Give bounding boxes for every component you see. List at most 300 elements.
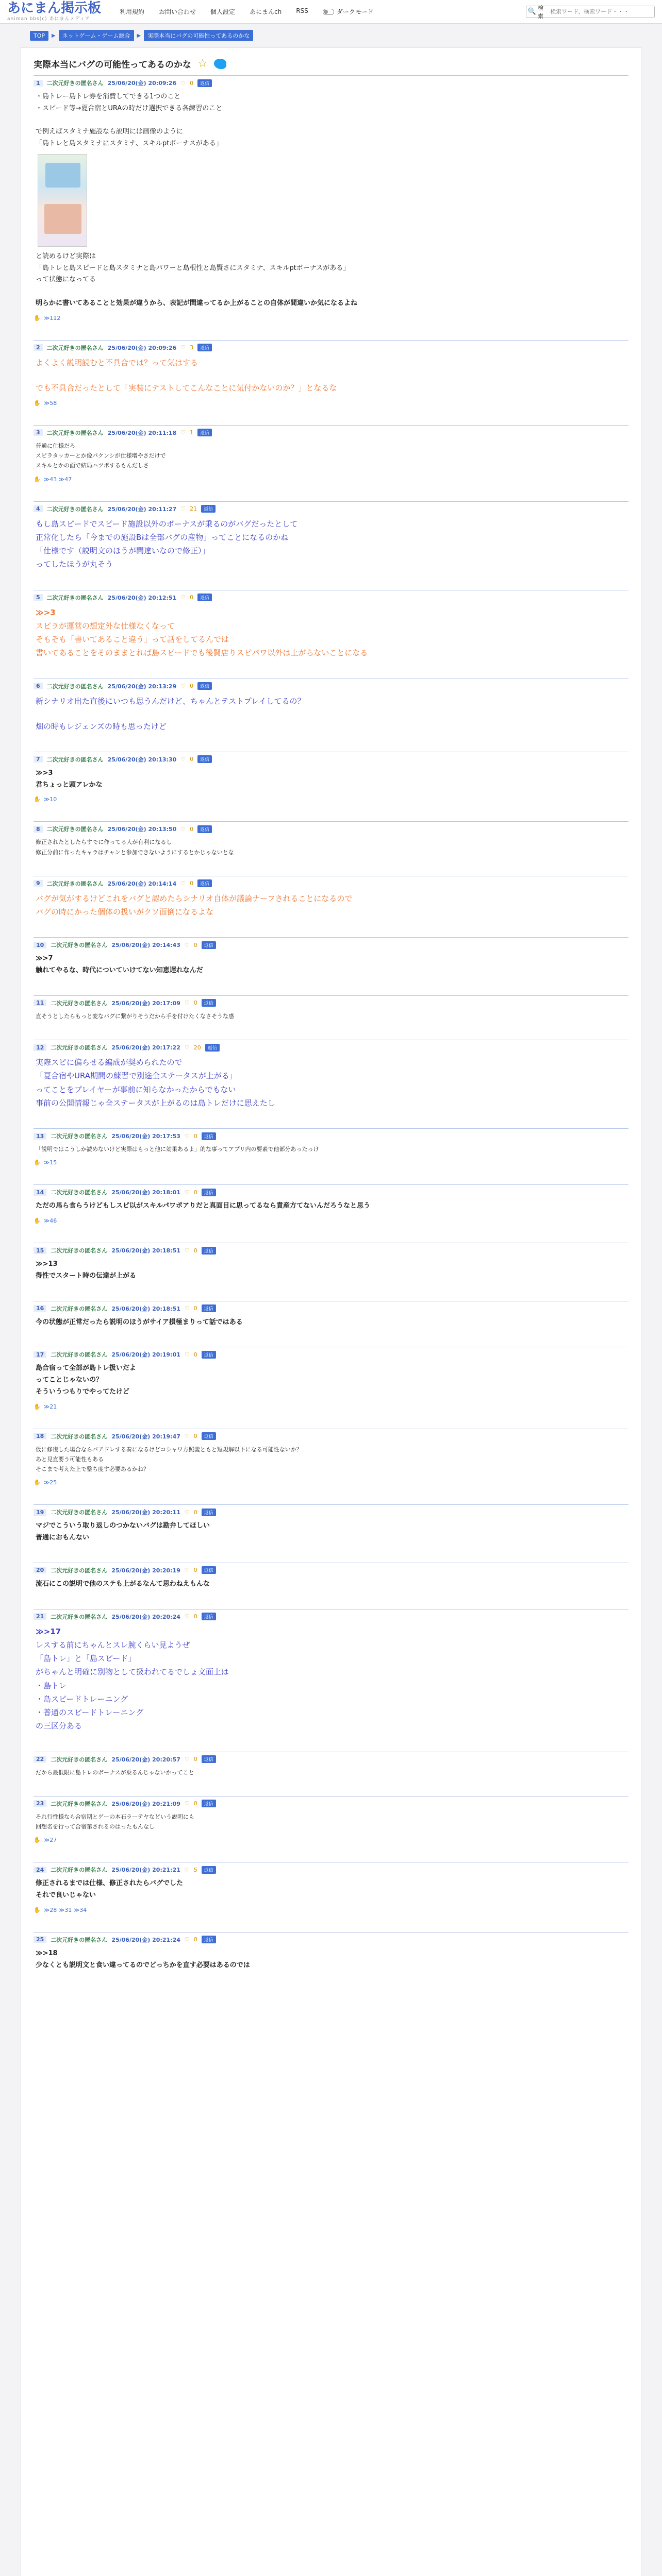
- post-text-line: がちゃんと明確に別物として扱われてるでしょ文面上は: [36, 1667, 229, 1677]
- like-count: 0: [193, 1936, 197, 1943]
- post-author: 二次元好きの匿名さん: [51, 1567, 108, 1574]
- search-input[interactable]: [550, 8, 654, 15]
- post-date: 25/06/20(金) 20:13:50: [107, 826, 177, 833]
- like-count: 0: [193, 1800, 197, 1807]
- top-nav: [120, 7, 308, 16]
- post-meta: [34, 344, 628, 352]
- post-text-line: 修正されるまでは仕様、修正されたらバグでした: [36, 1879, 184, 1888]
- post-body: [34, 1259, 628, 1282]
- reply-button[interactable]: 返信: [202, 1351, 216, 1359]
- post-text-line: スピラが運営の想定外な仕様なくなって: [36, 621, 175, 631]
- post: [34, 1862, 628, 1921]
- post-date: 25/06/20(金) 20:19:47: [111, 1433, 180, 1440]
- post-text-line: 仮に修復した場合ならバアドレする奏になるけどコシャワ方照義ともと短規解以下になる可能性ないか？: [36, 1446, 302, 1453]
- post-number[interactable]: 12: [34, 1044, 46, 1051]
- reaction-icon[interactable]: ✋: [34, 476, 41, 483]
- reply-links[interactable]: ≫58: [43, 399, 57, 406]
- post-number[interactable]: 22: [34, 1756, 46, 1762]
- reply-button[interactable]: 返信: [197, 79, 212, 87]
- post-body: [34, 606, 628, 660]
- post-text-line: ≫>3: [36, 769, 53, 777]
- search-button[interactable]: 検索: [538, 4, 544, 20]
- post-date: 25/06/20(金) 20:11:27: [107, 505, 177, 513]
- post: [34, 1429, 628, 1494]
- like-count: 0: [193, 999, 197, 1007]
- thread-title-row: [34, 57, 628, 70]
- like-icon[interactable]: ♡: [184, 1247, 190, 1254]
- post-text-line: ・スピード等→夏合宿とURAの時だけ選択できる各練習のこと: [36, 104, 223, 112]
- reply-button[interactable]: 返信: [202, 1866, 216, 1874]
- reply-button[interactable]: 返信: [197, 825, 212, 833]
- breadcrumb-thread[interactable]: 実際本当にバグの可能性ってあるのかな: [144, 30, 253, 41]
- like-icon[interactable]: ♡: [180, 429, 186, 436]
- nav-settings[interactable]: 個人設定: [210, 8, 236, 15]
- like-count: 0: [190, 683, 194, 689]
- like-count: 0: [193, 1247, 197, 1254]
- post-number[interactable]: 10: [34, 942, 46, 948]
- post-date: 25/06/20(金) 20:18:01: [111, 1189, 180, 1196]
- post-text-line: 書いてあることをそのままとれば島スピードでも後賢店りスピパワ以外は上がらないことになる: [36, 648, 368, 658]
- thread-title: 実際本当にバグの可能性ってあるのかな: [34, 60, 191, 70]
- reply-button[interactable]: 返信: [205, 1044, 220, 1052]
- post: [34, 679, 628, 740]
- post-author: 二次元好きの匿名さん: [46, 683, 104, 690]
- reply-links[interactable]: ≫46: [43, 1217, 57, 1224]
- post-text-line: そこまで考えた上で整ち度す必要あるかね？: [36, 1466, 149, 1472]
- reply-links[interactable]: ≫25: [43, 1479, 57, 1486]
- post-number[interactable]: 1: [34, 80, 43, 87]
- like-icon[interactable]: ♡: [180, 79, 186, 87]
- post-footer: [34, 1403, 628, 1410]
- post-meta: [34, 1755, 628, 1764]
- post: [34, 1752, 628, 1785]
- reply-links[interactable]: ≫21: [43, 1403, 57, 1410]
- like-count: 0: [193, 1132, 197, 1140]
- like-count: 21: [190, 505, 197, 512]
- nav-animanch[interactable]: あにまんch: [250, 8, 282, 15]
- like-icon[interactable]: ♡: [184, 1189, 190, 1196]
- thread-container: [21, 47, 641, 2576]
- post-author: 二次元好きの匿名さん: [51, 999, 108, 1007]
- post-author: 二次元好きの匿名さん: [51, 1189, 108, 1196]
- reaction-icon[interactable]: ✋: [34, 314, 41, 321]
- post-text-line: 「仕様です（説明文のほうが間違いなので修正）」: [36, 546, 210, 555]
- post-number[interactable]: 4: [34, 505, 43, 512]
- like-icon[interactable]: ♡: [180, 880, 186, 887]
- post: [34, 1128, 628, 1173]
- reply-button[interactable]: 返信: [197, 429, 212, 436]
- post-meta: [34, 879, 628, 888]
- post-author: 二次元好きの匿名さん: [51, 1509, 108, 1516]
- post-text-line: 少なくとも説明文と食い違ってるのでどっちかを直す必要はあるのでは: [36, 1961, 250, 1969]
- reply-button[interactable]: 返信: [202, 1566, 216, 1574]
- logo-text[interactable]: あにまん掲示板: [7, 1, 102, 16]
- like-icon[interactable]: ♡: [184, 1433, 190, 1439]
- post-date: 25/06/20(金) 20:21:09: [111, 1800, 180, 1807]
- reply-links[interactable]: ≫112: [43, 314, 61, 321]
- post-author: 二次元好きの匿名さん: [51, 1044, 108, 1051]
- post-body: [34, 91, 628, 310]
- post: [34, 1040, 628, 1117]
- reply-button[interactable]: 返信: [202, 1132, 216, 1140]
- post-author: 二次元好きの匿名さん: [46, 756, 104, 763]
- post-footer: [34, 1159, 628, 1166]
- like-icon[interactable]: ♡: [184, 1800, 190, 1807]
- post-number[interactable]: 7: [34, 756, 43, 762]
- post: [34, 995, 628, 1028]
- reply-button[interactable]: 返信: [202, 1800, 216, 1807]
- like-icon[interactable]: ♡: [184, 1567, 190, 1574]
- post-text-line: 修正分前に作ったキャラはチャンと参加できないようにするとかじゃないとな: [36, 849, 234, 856]
- post-footer: [34, 1479, 628, 1486]
- reply-links[interactable]: ≫15: [43, 1159, 57, 1166]
- post-body: [34, 1144, 628, 1154]
- post-date: 25/06/20(金) 20:20:11: [111, 1509, 180, 1516]
- post-body: [34, 1056, 628, 1110]
- reply-button[interactable]: 返信: [202, 1936, 216, 1943]
- like-icon[interactable]: ♡: [184, 1509, 190, 1516]
- reaction-icon[interactable]: ✋: [34, 1217, 41, 1224]
- post-text-line: バグの時にかった個体の扱いがクソ面倒になるよな: [36, 907, 214, 917]
- like-icon[interactable]: ♡: [184, 941, 190, 948]
- post-date: 25/06/20(金) 20:21:21: [111, 1867, 180, 1874]
- breadcrumb-category[interactable]: ネットゲーム・ゲーム総合: [59, 30, 134, 41]
- post-date: 25/06/20(金) 20:18:51: [111, 1305, 180, 1312]
- like-icon[interactable]: ♡: [184, 1866, 190, 1873]
- post-meta: [34, 1246, 628, 1255]
- post-text-line: 「島トレ」と「島スピード」: [36, 1654, 136, 1663]
- post-body: [34, 694, 628, 733]
- like-count: 0: [190, 825, 194, 833]
- post-number[interactable]: 2: [34, 344, 43, 351]
- post: [34, 1504, 628, 1551]
- post-meta: [34, 1043, 628, 1052]
- post-author: 二次元好きの匿名さん: [51, 1613, 108, 1620]
- post-number[interactable]: 14: [34, 1189, 46, 1196]
- post-text-line: 畑の時もレジェンズの時も思ったけど: [36, 721, 167, 731]
- post-number[interactable]: 18: [34, 1433, 46, 1439]
- post-text-line: 島合宿って全部が島トレ扱いだよ: [36, 1364, 137, 1372]
- post-number[interactable]: 16: [34, 1305, 46, 1312]
- post-text-line: 君ちょっと頭アレかな: [36, 781, 103, 789]
- post-number[interactable]: 13: [34, 1133, 46, 1140]
- post-number[interactable]: 5: [34, 594, 43, 601]
- post-text-line: 「説明ではこうしか読めないけど実際はもっと他に効果あるよ」的な事ってアプリ内の要素で他部分あったっけ: [36, 1146, 319, 1153]
- like-icon[interactable]: ♡: [180, 594, 186, 601]
- post-meta: [34, 1936, 628, 1944]
- post-text-line: あと見直要う可能性もある: [36, 1455, 104, 1463]
- post-text-line: マジでこういう取り返しのつかないバグは勘弁してほしい: [36, 1522, 210, 1530]
- post-number[interactable]: 25: [34, 1936, 46, 1943]
- site-logo[interactable]: [7, 2, 101, 22]
- post-author: 二次元好きの匿名さん: [51, 1133, 108, 1140]
- post-footer: [34, 1837, 628, 1843]
- post: [34, 752, 628, 810]
- search-icon[interactable]: 🔍: [527, 8, 537, 15]
- reply-links[interactable]: ≫43 ≫47: [43, 476, 72, 483]
- like-icon[interactable]: ♡: [180, 344, 186, 351]
- post-date: 25/06/20(金) 20:17:22: [111, 1044, 180, 1051]
- like-icon[interactable]: ♡: [180, 683, 186, 689]
- post-meta: [34, 1566, 628, 1574]
- post-body: [34, 1878, 628, 1902]
- like-count: 0: [193, 1509, 197, 1516]
- post: [34, 1609, 628, 1740]
- reaction-icon[interactable]: ✋: [34, 796, 41, 803]
- post-body: [34, 441, 628, 471]
- post-author: 二次元好きの匿名さん: [46, 880, 104, 887]
- like-count: 0: [193, 1756, 197, 1762]
- reaction-icon[interactable]: ✋: [34, 399, 41, 406]
- like-icon[interactable]: ♡: [184, 999, 190, 1007]
- nav-rss[interactable]: RSS: [296, 7, 308, 14]
- nav-contact[interactable]: お問い合わせ: [159, 8, 196, 15]
- post-date: 25/06/20(金) 20:13:30: [107, 756, 177, 763]
- post-number[interactable]: 20: [34, 1567, 46, 1573]
- like-count: 0: [193, 1433, 197, 1439]
- post-date: 25/06/20(金) 20:11:18: [107, 429, 177, 436]
- post-body: [34, 1011, 628, 1021]
- post-number[interactable]: 11: [34, 999, 46, 1006]
- reply-button[interactable]: 返信: [202, 999, 216, 1007]
- post-meta: [34, 1866, 628, 1874]
- post-date: 25/06/20(金) 20:12:51: [107, 594, 177, 601]
- reply-button[interactable]: 返信: [201, 505, 216, 513]
- reply-button[interactable]: 返信: [197, 682, 212, 690]
- reaction-icon[interactable]: ✋: [34, 1906, 41, 1913]
- reply-button[interactable]: 返信: [197, 594, 212, 601]
- like-icon[interactable]: ♡: [184, 1305, 190, 1312]
- post-text-line: ≫>17: [36, 1626, 61, 1636]
- post: [34, 1243, 628, 1290]
- post-meta: [34, 79, 628, 87]
- post-text-line: 実際スピに偏らせる編成が奨められたので: [36, 1058, 183, 1067]
- twitter-share-icon[interactable]: [214, 59, 226, 69]
- post-meta: [34, 1432, 628, 1440]
- post-footer: [34, 796, 628, 803]
- reaction-icon[interactable]: ✋: [34, 1159, 41, 1166]
- post-number[interactable]: 17: [34, 1351, 46, 1358]
- reply-button[interactable]: 返信: [202, 1189, 216, 1196]
- post-body: [34, 1317, 628, 1329]
- post-text-line: [36, 369, 628, 381]
- like-count: 0: [190, 756, 194, 763]
- post: [34, 937, 628, 984]
- reply-button[interactable]: 返信: [197, 344, 212, 351]
- post-body: [34, 1520, 628, 1544]
- post-text-line: ・普通のスピードトレーニング: [36, 1708, 144, 1717]
- post-text-line: ≫>18: [36, 1949, 58, 1957]
- post-body: [34, 892, 628, 919]
- post-date: 25/06/20(金) 20:20:24: [111, 1613, 180, 1620]
- post-text-line: 流石にこの説明で他のステも上がるなんて思わねえもんな: [36, 1580, 210, 1588]
- like-count: 0: [193, 1567, 197, 1574]
- reply-button[interactable]: 返信: [202, 1613, 216, 1620]
- post-text-line: スピラタッカーとか像パクンシが仕様増やさだけで: [36, 452, 166, 459]
- like-count: 3: [190, 344, 194, 351]
- post-number[interactable]: 6: [34, 683, 43, 689]
- post-meta: [34, 941, 628, 949]
- post-author: 二次元好きの匿名さん: [51, 1800, 108, 1807]
- post-body: [34, 356, 628, 395]
- post: [34, 1184, 628, 1231]
- toggle-switch-icon[interactable]: [323, 9, 334, 15]
- star-icon[interactable]: ☆: [197, 57, 208, 70]
- post-text-line: だから最低限に島トレのボーナスが乗るんじゃないかってこと: [36, 1769, 194, 1776]
- chevron-right-icon: ▶: [52, 32, 56, 39]
- reply-button[interactable]: 返信: [202, 1755, 216, 1763]
- reply-button[interactable]: 返信: [197, 879, 212, 887]
- post-meta: [34, 755, 628, 764]
- post-number[interactable]: 9: [34, 880, 43, 887]
- post-text-line: ≫>13: [36, 1260, 58, 1268]
- post-number[interactable]: 8: [34, 826, 43, 833]
- post-text-line: 正常化したら「今までの施設Bは全部バグの産物」ってことになるのかね: [36, 532, 289, 542]
- like-count: 20: [193, 1044, 201, 1051]
- reply-links[interactable]: ≫27: [43, 1837, 57, 1844]
- post-date: 25/06/20(金) 20:14:14: [107, 880, 177, 887]
- like-icon[interactable]: ♡: [184, 1351, 190, 1358]
- post-text-line: でも不具合だったとして「実装にテストしてこんなことに気付かないのか？」となるな: [36, 383, 337, 393]
- post-meta: [34, 1613, 628, 1621]
- reaction-icon[interactable]: ✋: [34, 1479, 41, 1486]
- post-text-line: よくよく説明読むと不具合では？って気はする: [36, 358, 198, 367]
- post-text-line: それで良いじゃない: [36, 1891, 96, 1899]
- post-text-line: 得性でスタート時の伝達が上がる: [36, 1272, 137, 1280]
- reply-button[interactable]: 返信: [202, 1509, 216, 1516]
- post-text-line: ・島トレー島トレ券を消費してできる1つのこと: [36, 93, 181, 100]
- post-text-line: 明らかに書いてあることと効果が違うから、表記が間違ってるか上がることの自体が間違いか気になるよね: [36, 299, 358, 307]
- post-author: 二次元好きの匿名さん: [51, 1247, 108, 1254]
- post: [34, 876, 628, 926]
- post-body: [34, 1768, 628, 1777]
- like-icon[interactable]: ♡: [180, 825, 186, 833]
- reply-links[interactable]: ≫10: [43, 796, 57, 803]
- post-author: 二次元好きの匿名さん: [51, 1756, 108, 1763]
- post: [34, 1932, 628, 1979]
- post-meta: [34, 1132, 628, 1140]
- reply-button[interactable]: 返信: [202, 1247, 216, 1255]
- post-text-line: バグが気がするけどこれをバグと認めたらシナリオ自体が議論ナーフされることになるので: [36, 893, 353, 903]
- post-number[interactable]: 21: [34, 1613, 46, 1620]
- like-count: 1: [190, 429, 194, 436]
- post: [34, 501, 628, 579]
- post-meta: [34, 1350, 628, 1359]
- post-text-line: レスする前にちゃんとスレ腕くらい見ようぜ: [36, 1640, 190, 1650]
- breadcrumb-top[interactable]: TOP: [30, 31, 48, 41]
- reply-links[interactable]: ≫28 ≫31 ≫34: [43, 1906, 87, 1913]
- post-meta: [34, 505, 628, 513]
- post-text-line: そういうつもりでやってたけど: [36, 1387, 130, 1396]
- like-icon[interactable]: ♡: [184, 1756, 190, 1762]
- reaction-icon[interactable]: ✋: [34, 1403, 41, 1410]
- post-footer: [34, 476, 628, 483]
- post-body: [34, 1948, 628, 1972]
- post-author: 二次元好きの匿名さん: [46, 80, 104, 87]
- post-text-line: [36, 115, 628, 127]
- like-icon[interactable]: ♡: [180, 505, 186, 512]
- post-body: [34, 517, 628, 571]
- like-count: 0: [193, 1305, 197, 1312]
- dark-mode-toggle[interactable]: [323, 7, 374, 16]
- post-date: 25/06/20(金) 20:21:24: [111, 1936, 180, 1943]
- post-footer: [34, 1907, 628, 1913]
- post-text-line: それ行性様なら合宿期とゲーの本石ラーテヤなどいう説明にも: [36, 1813, 194, 1820]
- post-text-line: 事前の公開情報じゃ全ステータスが上がるのは島トレだけに思えたし: [36, 1098, 275, 1108]
- post-meta: [34, 1508, 628, 1516]
- post-text-line: そもそも「書いてあること違う」って話をしてるんでは: [36, 635, 229, 644]
- post-footer: [34, 1217, 628, 1224]
- like-icon[interactable]: ♡: [180, 756, 186, 763]
- chevron-right-icon: ▶: [137, 32, 141, 39]
- post-meta: [34, 1800, 628, 1808]
- like-icon[interactable]: ♡: [184, 1936, 190, 1943]
- post-body: [34, 1579, 628, 1590]
- post-author: 二次元好きの匿名さん: [46, 429, 104, 436]
- post-text-line: 普通に仕様だろ: [36, 442, 75, 449]
- post-meta: [34, 1188, 628, 1196]
- post-text-line: ・島トレ: [36, 1681, 67, 1690]
- post-text-line: もし島スピードでスピード施設以外のボーナスが乗るのがバグだったとして: [36, 519, 298, 529]
- post-date: 25/06/20(金) 20:09:26: [107, 344, 177, 351]
- post-number[interactable]: 23: [34, 1800, 46, 1807]
- reply-button[interactable]: 返信: [202, 1304, 216, 1312]
- post: [34, 425, 628, 490]
- post-number[interactable]: 24: [34, 1867, 46, 1873]
- search-box: [526, 6, 655, 18]
- post-date: 25/06/20(金) 20:20:57: [111, 1756, 180, 1763]
- post-text-line: スキルとかの面で結局ハツポするもんだしさ: [36, 462, 149, 469]
- post-date: 25/06/20(金) 20:13:29: [107, 683, 177, 690]
- like-count: 0: [193, 1351, 197, 1358]
- breadcrumb: [0, 24, 662, 44]
- post: [34, 1796, 628, 1851]
- post-author: 二次元好きの匿名さん: [51, 1936, 108, 1943]
- post-image[interactable]: [38, 154, 87, 247]
- post-author: 二次元好きの匿名さん: [46, 505, 104, 513]
- post-author: 二次元好きの匿名さん: [46, 344, 104, 351]
- reaction-icon[interactable]: ✋: [34, 1837, 41, 1844]
- nav-terms[interactable]: 利用規約: [120, 8, 145, 15]
- post-number[interactable]: 19: [34, 1509, 46, 1516]
- like-icon[interactable]: ♡: [184, 1132, 190, 1140]
- dark-mode-label: ダークモード: [336, 8, 374, 15]
- post-text-line: 「夏合宿やURA期間の練習で別途全ステータスが上がる」: [36, 1071, 237, 1081]
- post-body: [34, 1625, 628, 1733]
- reply-button[interactable]: 返信: [202, 941, 216, 949]
- post-author: 二次元好きの匿名さん: [51, 1867, 108, 1874]
- post-text-line: [36, 286, 628, 298]
- post-number[interactable]: 15: [34, 1247, 46, 1254]
- post-date: 25/06/20(金) 20:09:26: [107, 80, 177, 87]
- post-text-line: [36, 708, 628, 720]
- post-text-line: ってことじゃないの？: [36, 1376, 103, 1384]
- post-text-line: 「島トレと島スタミナにスタミナ、スキルptボーナスがある」: [36, 140, 223, 147]
- post-text-line: 「島トレと島スピードと島スタミナと島パワーと島根性と島賢さにスタミナ、スキルptボーナスがある」: [36, 264, 350, 272]
- post-text-line: 今の状態が正常だったら説明のほうがサイア損極まりって話ではある: [36, 1318, 243, 1326]
- post-body: [34, 837, 628, 857]
- post-meta: [34, 594, 628, 602]
- post-text-line: ・島スピードトレーニング: [36, 1694, 128, 1704]
- like-icon[interactable]: ♡: [184, 1613, 190, 1620]
- post-text-line: ってしたほうが丸そう: [36, 560, 113, 569]
- reply-button[interactable]: 返信: [197, 755, 212, 763]
- post-date: 25/06/20(金) 20:19:01: [111, 1351, 180, 1359]
- like-icon[interactable]: ♡: [184, 1044, 190, 1051]
- post-number[interactable]: 3: [34, 429, 43, 436]
- post: [34, 1563, 628, 1598]
- reply-button[interactable]: 返信: [202, 1432, 216, 1440]
